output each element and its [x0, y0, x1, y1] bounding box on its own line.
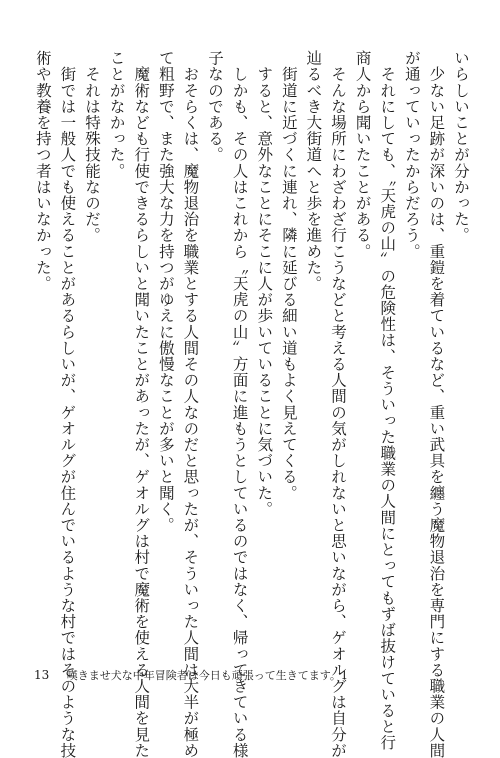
text-line: ことがなかった。 [107, 50, 126, 179]
text-line: て粗野で、また強大な力を持つがゆえに傲慢なことが多いと聞く。 [156, 50, 175, 533]
page-footer [34, 667, 348, 683]
text-line: それは特殊技能なのだ。 [83, 50, 101, 244]
text-line: そんな場所にわざわざ行こうなどと考える人間の気がしれないと思いながら、ゲオルグは自分が [329, 50, 347, 758]
text-line: それにしても、〝天虎の山〟の危険性は、そういった職業の人間にとってもずば抜けていると行 [378, 50, 397, 751]
text-line: 街道に近づくに連れ、隣に延びる細い道もよく見えてくる。 [279, 50, 298, 501]
text-line: 街では一般人でも使えることがあるらしいが、ゲオルグが住んでいるような村ではそのような技 [58, 50, 77, 758]
text-line: すると、意外なことにそこに人が歩いていることに気づいた。 [255, 50, 274, 517]
text-line: 術や教養を持つ者はいなかった。 [33, 50, 52, 292]
text-line: が通っていったからだろう。 [402, 50, 421, 260]
text-line: 少ない足跡が深いのは、重鎧を着ているなど、重い武具を纏う魔物退治を専門にする職業の人間 [427, 50, 446, 758]
text-line: 子なのである。 [206, 50, 224, 163]
page-number: 13 [34, 668, 50, 682]
text-line: 辿るべき大街道へと歩を進めた。 [304, 50, 323, 292]
text-line: おそらくは、魔物退治を職業とする人間その人なのだと思ったが、そういった人間は大半が極め [181, 50, 200, 758]
book-title: 嘆きませ犬な中年冒険者は今日も頑張って生きてます。1 [66, 669, 348, 682]
text-line: 商人から聞いたことがある。 [353, 50, 372, 260]
text-line: いらしいことが分かった。 [452, 50, 470, 244]
text-line: しかも、その人はこれから〝天虎の山〟方面に進もうとしているのではなく、帰ってきている様 [230, 50, 249, 758]
text-line: 魔術なども行使できるらしいと聞いたことがあったが、ゲオルグは村で魔術を使える人間を見た [132, 50, 151, 758]
